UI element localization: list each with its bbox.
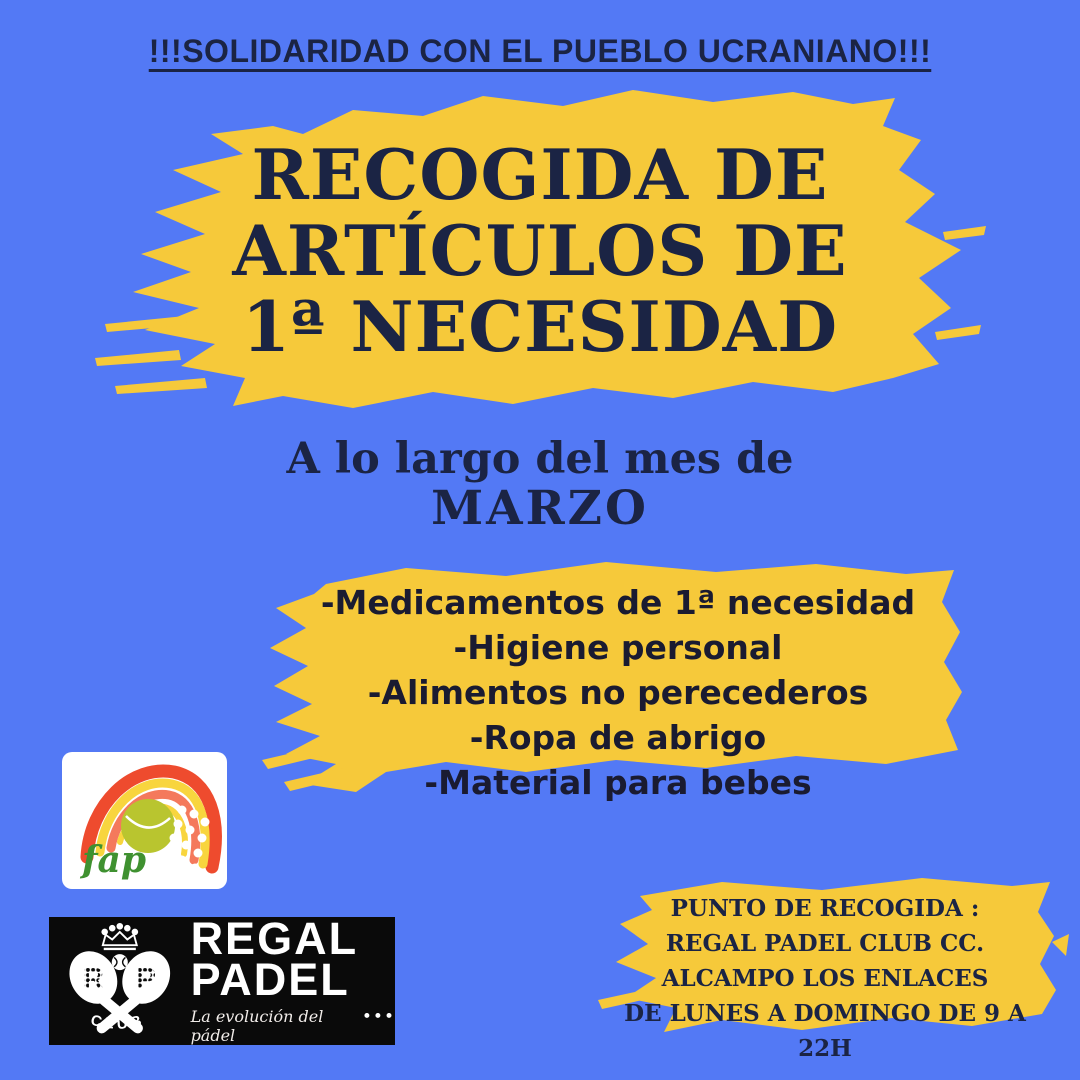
headline [0,135,1080,368]
list-item: -Higiene personal [453,628,783,667]
subtitle-line-1: A lo largo del mes de [286,434,794,484]
regal-padel-logo [49,912,395,1045]
brush-streak [1052,934,1069,956]
subtitle-line-2: MARZO [431,481,649,536]
headline-line-2: ARTÍCULOS DE [232,211,848,292]
ball-icon [112,954,128,970]
fap-logo-text: fap [82,839,146,881]
regal-title-bottom: PADEL [190,953,350,1005]
pickup-line-1: PUNTO DE RECOGIDA : [670,895,980,922]
regal-title-top: REGAL [190,912,359,964]
crown-icon [102,924,137,949]
list-item: -Medicamentos de 1ª necesidad [320,583,916,622]
pickup-line-2: REGAL PADEL CLUB CC. ALCAMPO LOS ENLACES [661,930,989,992]
headline-line-1: RECOGIDA DE [251,135,829,216]
solidarity-banner-text: !!!SOLIDARIDAD CON EL PUEBLO UCRANIANO!!! [148,33,932,69]
pickup-line-3: DE LUNES A DOMINGO DE 9 A 22H [624,1000,1026,1062]
list-item: -Ropa de abrigo [469,718,767,757]
solidarity-banner [0,33,1080,70]
list-item: -Alimentos no perecederos [367,673,869,712]
racket-letter-p: P [136,963,156,996]
regal-tagline-dots: ••• [361,1006,395,1027]
club-label-text: CLUB [88,1011,148,1033]
regal-tagline-text: La evolución del pádel [190,1006,324,1045]
regal-wordmark [190,912,395,1045]
list-item: -Material para bebes [424,763,812,802]
racket-letter-r: R [82,963,104,996]
brush-streak [115,378,207,394]
pickup-point-info [607,891,1043,1066]
regal-emblem [49,917,191,1045]
donation-items-list [268,580,968,805]
fap-federation-logo [62,752,227,889]
subtitle [0,436,1080,535]
regal-tagline [191,1007,395,1045]
headline-line-3: 1ª NECESIDAD [241,287,839,368]
